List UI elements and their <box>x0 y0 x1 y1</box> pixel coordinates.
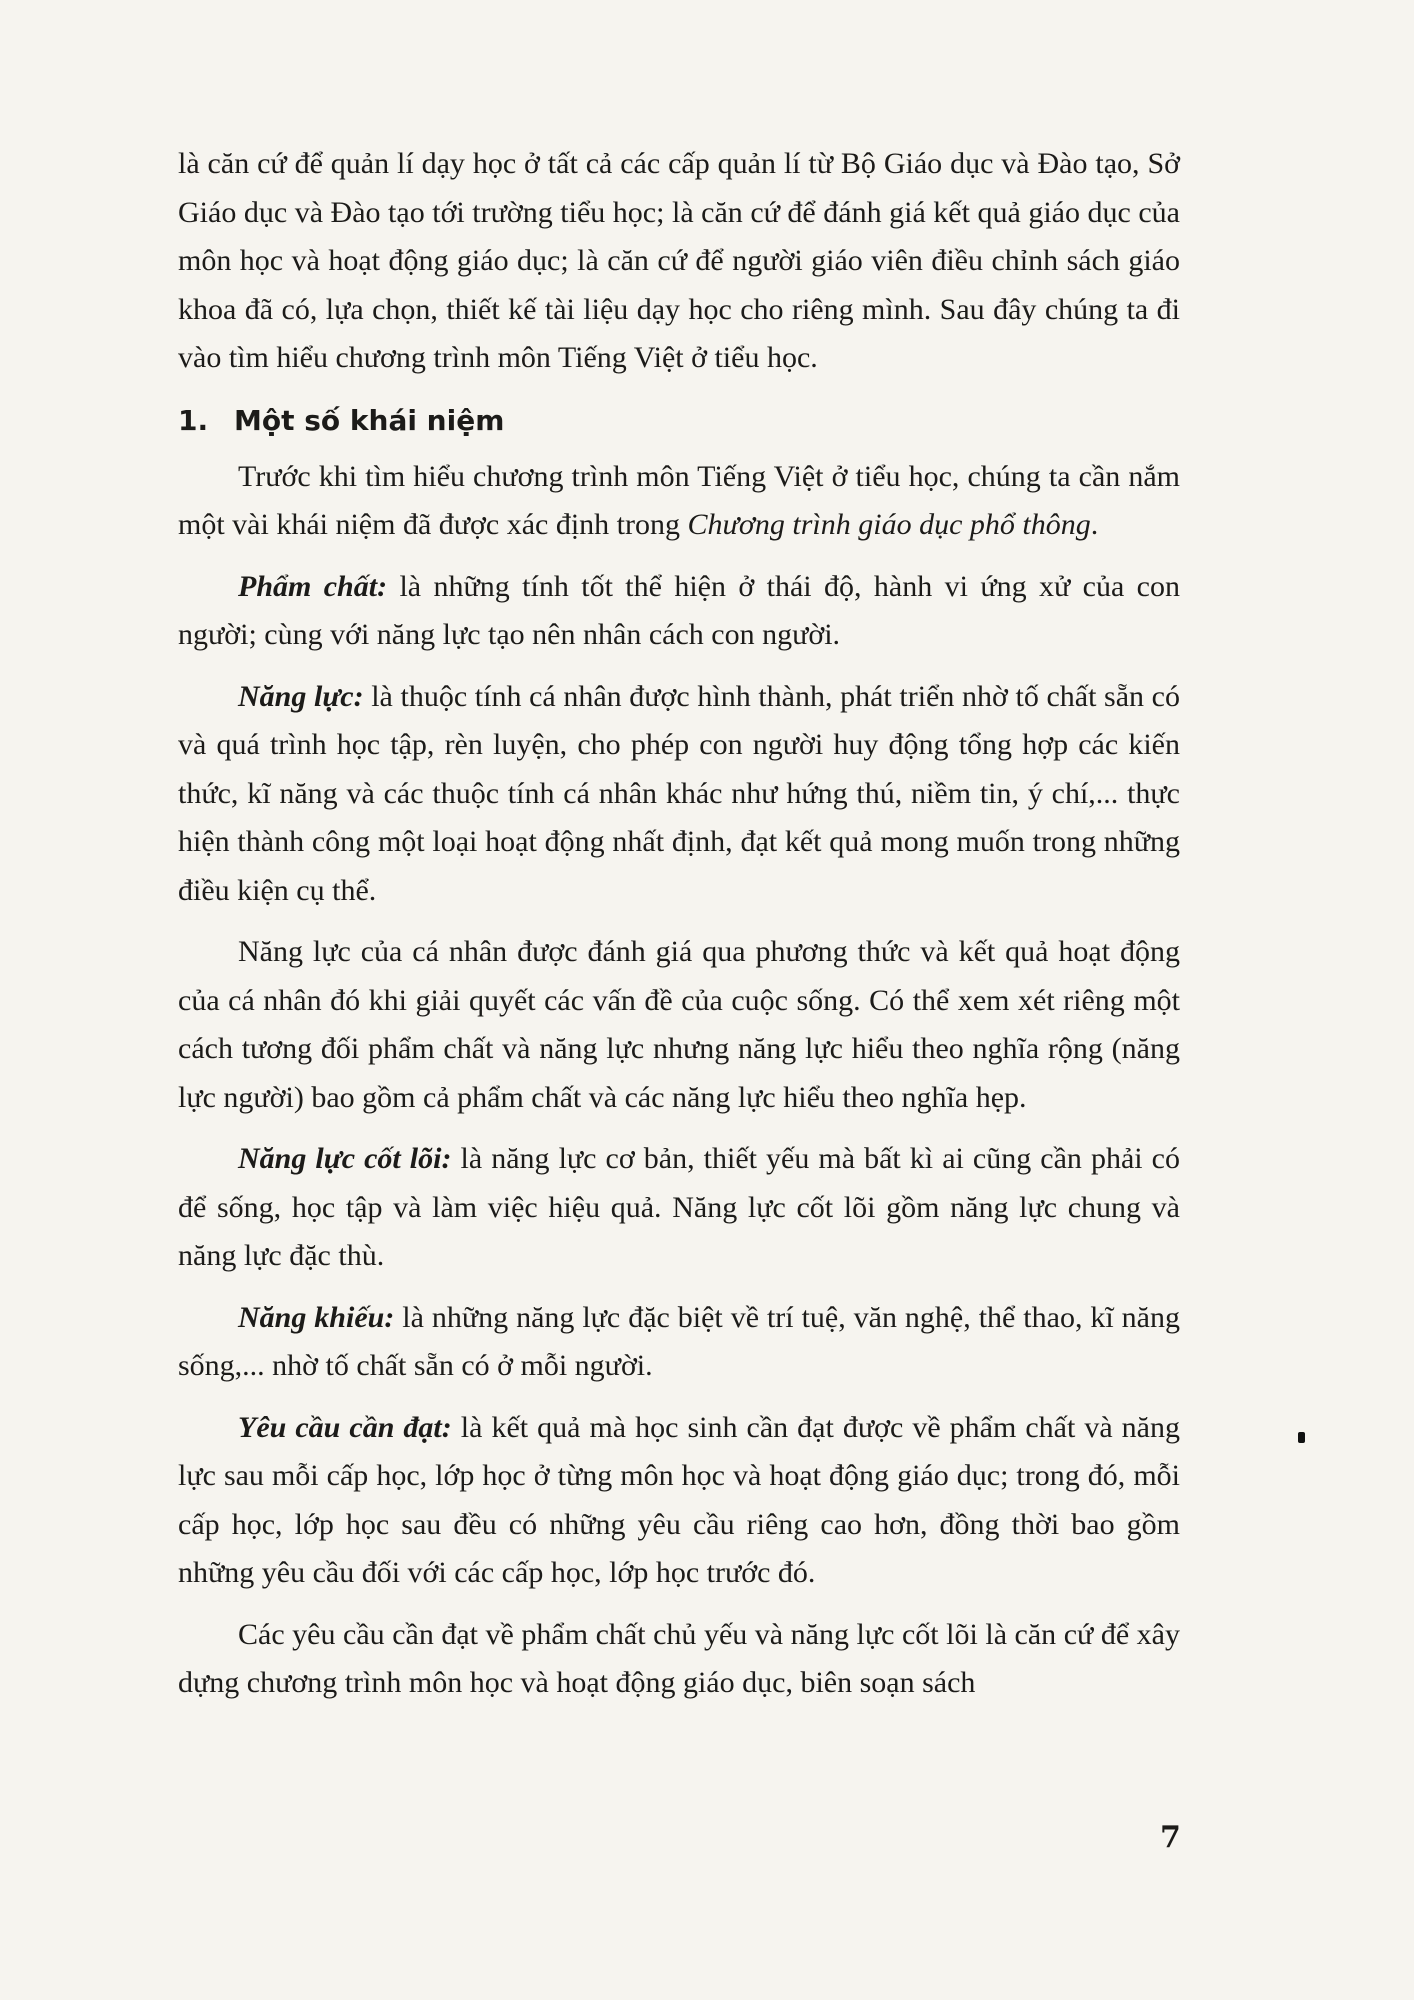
definition-text: là những tính tốt thể hiện ở thái độ, hành vi ứng xử của con người; cùng với năng lực tạo nên nhân cách con người. <box>178 569 1180 651</box>
paragraph-intro-concepts <box>178 453 1180 550</box>
term-pham-chat: Phẩm chất: <box>238 569 388 603</box>
definition-yeu-cau-can-dat <box>178 1404 1180 1598</box>
term-nang-khieu: Năng khiếu: <box>238 1300 395 1334</box>
page-body <box>178 140 1180 1708</box>
definition-text: là thuộc tính cá nhân được hình thành, phát triển nhờ tố chất sẵn có và quá trình học tập, rèn luyện, cho phép con người huy động tổng hợp các kiến thức, kĩ năng và các thuộc tính cá nhân khác như hứng thú, niềm tin, ý chí,... thực hiện thành công một loại hoạt động nhất định, đạt kết quả mong muốn trong những điều kiện cụ thể. <box>178 679 1180 907</box>
paragraph-nang-luc-danh-gia: Năng lực của cá nhân được đánh giá qua phương thức và kết quả hoạt động của cá nhân đó khi giải quyết các vấn đề của cuộc sống. Có thể xem xét riêng một cách tương đối phẩm chất và năng lực nhưng năng lực hiểu theo nghĩa rộng (năng lực người) bao gồm cả phẩm chất và các năng lực hiểu theo nghĩa hẹp. <box>178 935 1180 1114</box>
term-yeu-cau-can-dat: Yêu cầu cần đạt: <box>238 1410 452 1444</box>
definition-nang-khieu <box>178 1294 1180 1391</box>
paragraph-punct: . <box>1090 508 1099 541</box>
definition-text: là những năng lực đặc biệt về trí tuệ, văn nghệ, thể thao, kĩ năng sống,... nhờ tố chất sẵn có ở mỗi người. <box>178 1300 1180 1382</box>
definition-pham-chat <box>178 563 1180 660</box>
paragraph-text: Trước khi tìm hiểu chương trình môn Tiếng Việt ở tiểu học, chúng ta cần nắm một vài khái niệm đã được xác định trong <box>178 459 1180 541</box>
definition-nang-luc-cot-loi <box>178 1135 1180 1281</box>
term-nang-luc: Năng lực: <box>238 679 364 713</box>
section-number: 1. <box>178 403 209 437</box>
definition-nang-luc <box>178 673 1180 916</box>
paragraph-closing: Các yêu cầu cần đạt về phẩm chất chủ yếu và năng lực cốt lõi là căn cứ để xây dựng chương trình môn học và hoạt động giáo dục, biên soạn sách <box>178 1617 1180 1699</box>
section-title: Một số khái niệm <box>234 403 505 437</box>
page-number: 7 <box>1160 1820 1181 1855</box>
book-title: Chương trình giáo dục phổ thông <box>687 508 1091 541</box>
ink-speck <box>1298 1432 1305 1443</box>
term-nang-luc-cot-loi: Năng lực cốt lõi: <box>238 1142 452 1175</box>
definition-text: là kết quả mà học sinh cần đạt được về phẩm chất và năng lực sau mỗi cấp học, lớp học ở từng môn học và hoạt động giáo dục; trong đó, mỗi cấp học, lớp học sau đều có những yêu cầu riêng cao hơn, đồng thời bao gồm những yêu cầu đối với các cấp học, lớp học trước đó. <box>178 1410 1180 1589</box>
section-heading <box>178 399 1180 443</box>
intro-paragraph: là căn cứ để quản lí dạy học ở tất cả các cấp quản lí từ Bộ Giáo dục và Đào tạo, Sở Giáo dục và Đào tạo tới trường tiểu học; là căn cứ để đánh giá kết quả giáo dục của môn học và hoạt động giáo dục; là căn cứ để người giáo viên điều chỉnh sách giáo khoa đã có, lựa chọn, thiết kế tài liệu dạy học cho riêng mình. Sau đây chúng ta đi vào tìm hiểu chương trình môn Tiếng Việt ở tiểu học. <box>178 147 1180 374</box>
definition-text: là năng lực cơ bản, thiết yếu mà bất kì ai cũng cần phải có để sống, học tập và làm việc hiệu quả. Năng lực cốt lõi gồm năng lực chung và năng lực đặc thù. <box>178 1142 1180 1272</box>
